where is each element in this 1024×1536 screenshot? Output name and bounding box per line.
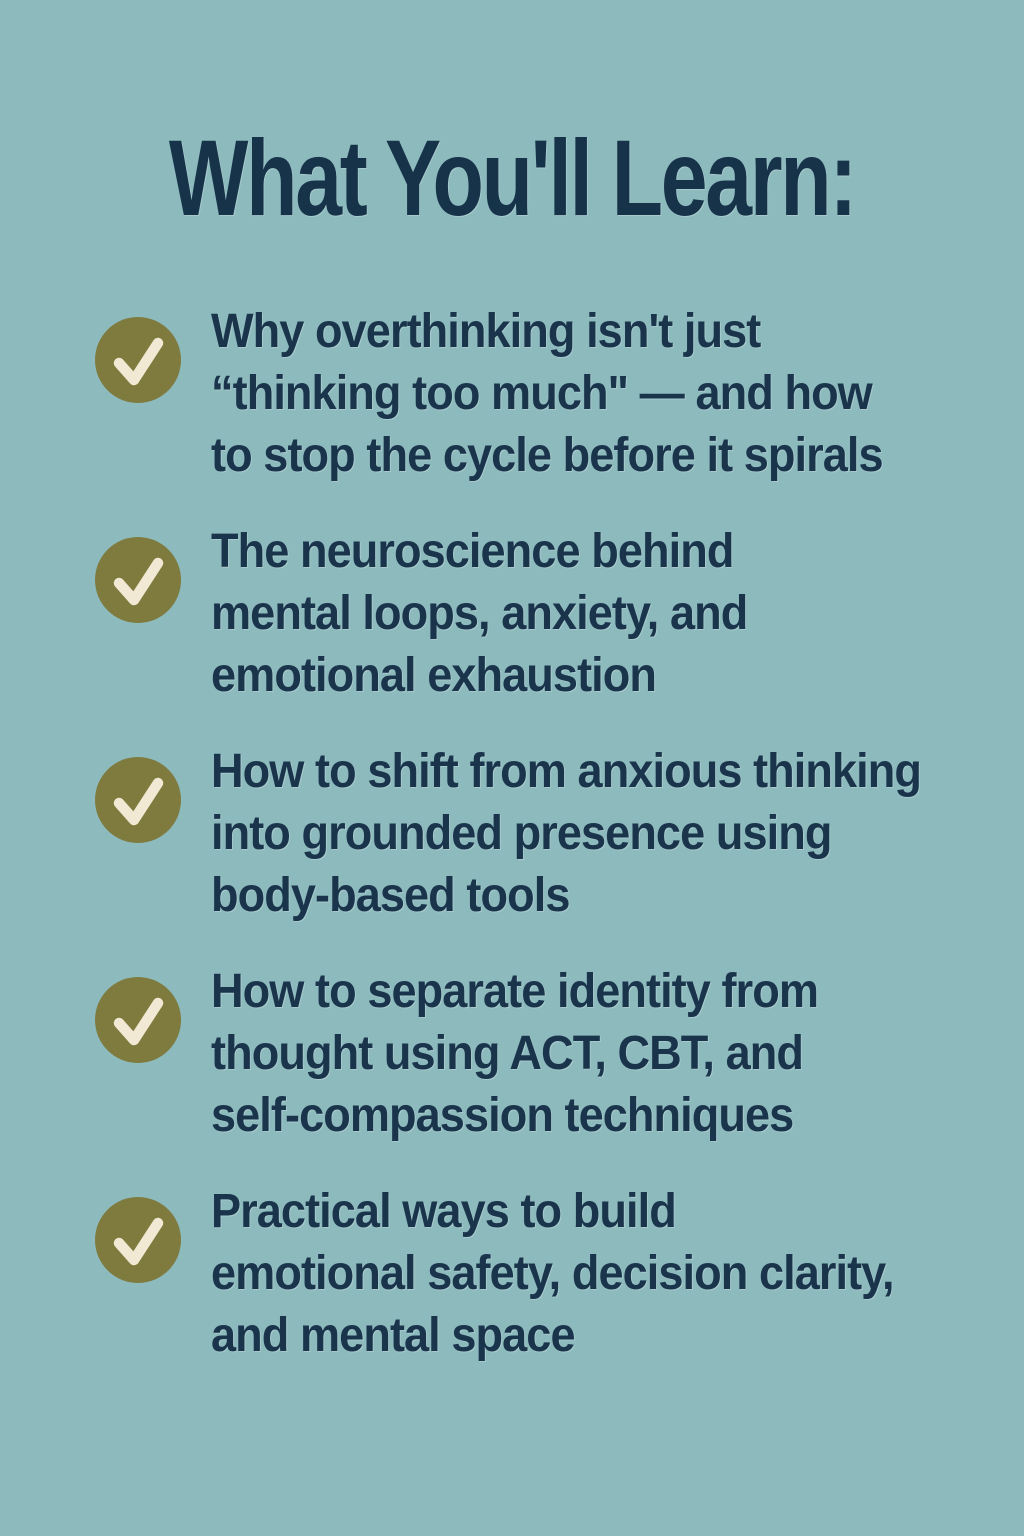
list-item-text bbox=[211, 741, 921, 927]
list-item-line: How to shift from anxious thinking bbox=[211, 744, 921, 798]
page-title: What You'll Learn: bbox=[168, 117, 856, 238]
list-item bbox=[95, 521, 984, 707]
check-icon bbox=[95, 1197, 181, 1283]
check-icon bbox=[95, 977, 181, 1063]
list-item-line: Practical ways to build bbox=[211, 1184, 676, 1238]
list-item-text bbox=[211, 301, 883, 487]
list-item-line: Why overthinking isn't just bbox=[211, 304, 761, 358]
list-item bbox=[95, 961, 984, 1147]
list-item-line: into grounded presence using bbox=[211, 806, 832, 860]
list-item bbox=[95, 741, 984, 927]
list-item bbox=[95, 1181, 984, 1367]
list-item-line: and mental space bbox=[211, 1308, 575, 1362]
list-item-text bbox=[211, 961, 818, 1147]
list-item bbox=[95, 301, 984, 487]
check-icon bbox=[95, 317, 181, 403]
check-icon bbox=[95, 537, 181, 623]
list-item-line: self-compassion techniques bbox=[211, 1088, 794, 1142]
learn-list bbox=[0, 301, 1024, 1367]
list-item-line: body-based tools bbox=[211, 868, 570, 922]
list-item-line: thought using ACT, CBT, and bbox=[211, 1026, 804, 1080]
list-item-line: How to separate identity from bbox=[211, 964, 819, 1018]
list-item-line: emotional exhaustion bbox=[211, 648, 657, 702]
list-item-line: to stop the cycle before it spirals bbox=[211, 428, 883, 482]
list-item-text bbox=[211, 521, 747, 707]
check-icon bbox=[95, 757, 181, 843]
list-item-text bbox=[211, 1181, 894, 1367]
list-item-line: emotional safety, decision clarity, bbox=[211, 1246, 894, 1300]
list-item-line: The neuroscience behind bbox=[211, 524, 734, 578]
list-item-line: “thinking too much" — and how bbox=[211, 366, 872, 420]
list-item-line: mental loops, anxiety, and bbox=[211, 586, 748, 640]
